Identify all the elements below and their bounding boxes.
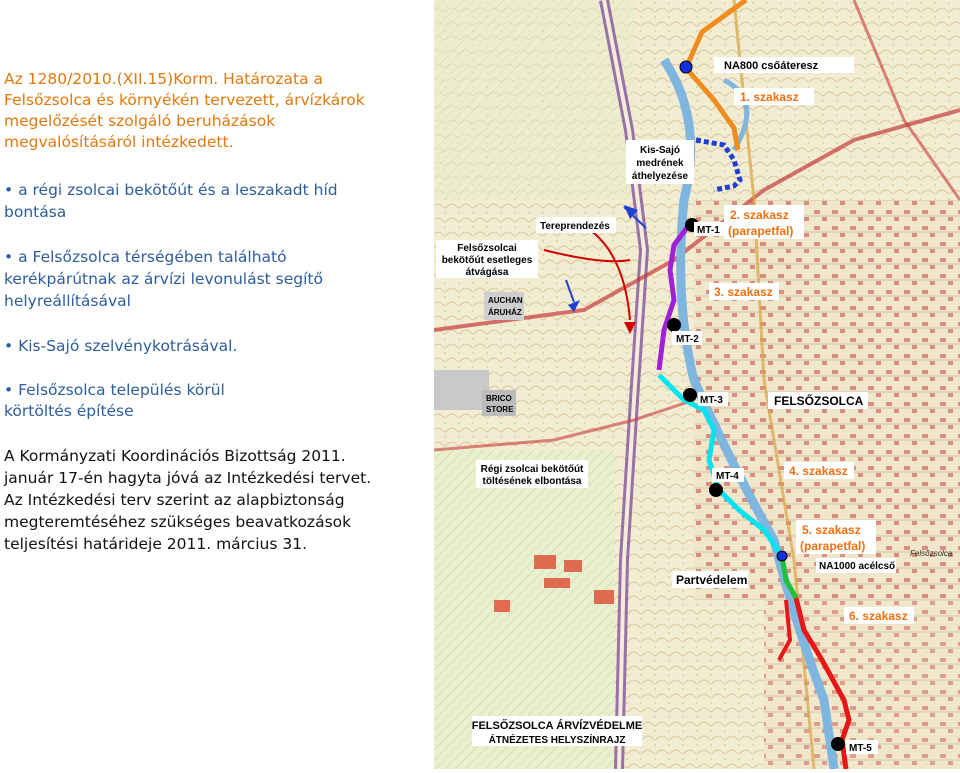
section-3-label [709,283,779,300]
bullet-line: körtöltés építése [4,402,134,420]
na800-label [714,57,854,73]
footer-line: megteremtéséhez szükséges beavatkozások [4,513,352,531]
auchan-line-2: ÁRUHÁZ [488,308,522,317]
map-canvas [434,0,960,769]
bullet-line: • a Felsőzsolca térségében található [4,248,287,266]
mt2-label [672,331,702,345]
bullet-line: • Felsőzsolca település körül [4,381,225,399]
mt4-text: MT-4 [716,471,739,482]
bekotout-line-3: átvágása [465,267,509,278]
section-4-label [784,462,854,479]
flood-protection-map [434,0,960,769]
bekotout-line-1: Felsőzsolcai [457,243,517,254]
black-dot-marker-icon [683,388,697,402]
section-4-text: 4. szakasz [789,464,848,478]
blue-circle-marker-icon [680,61,692,73]
black-dot-marker-icon [831,737,845,751]
store-block [434,370,489,410]
section-6-text: 6. szakasz [849,609,908,623]
section-2-label [724,205,804,239]
field-area-north [434,0,634,200]
felsozsolca-text: FELSŐZSOLCA [774,394,864,408]
mt5-label [846,740,878,754]
bullet-line: kerékpárútnak az árvízi levonulást segítő [4,270,323,288]
bekotout-line-2: bekötőút esetleges [441,255,533,266]
brico-line-2: STORE [486,405,514,414]
footer-line: teljesítési határideje 2011. március 31. [4,535,308,553]
mt1-text: MT-1 [697,225,720,236]
heading-line: megelőzését szolgáló beruházások [4,112,276,130]
partvedelem-text: Partvédelem [676,573,748,587]
mt2-text: MT-2 [676,334,699,345]
kis-sajo-line-3: áthelyezése [631,171,689,182]
mt3-label [698,392,728,406]
tereprendezes-text: Tereprendezés [540,221,610,232]
regi-bekotout-label [476,460,588,488]
heading-line: megvalósításáról intézkedett. [4,133,234,151]
mt4-label [712,468,744,482]
section-6-label [844,607,914,624]
footer-line: A Kormányzati Koordinációs Bizottság 2011. [4,447,346,465]
footer-line: január 17-én hagyta jóvá az Intézkedési tervet. [4,469,372,487]
text-panel [0,0,432,769]
regi-bekotout-line-2: töltésének elbontása [482,476,582,487]
heading-line: Felsőzsolca és környékén tervezett, árvízkárok [4,91,365,109]
bullet-line: helyreállításával [4,292,131,310]
section-5-text: 5. szakasz [802,523,861,537]
brico-line-1: BRICO [486,394,512,403]
section-5-subtext: (parapetfal) [800,539,866,553]
map-title [472,716,643,746]
bullet-line: bontása [4,203,67,221]
bullet-line: • Kis-Sajó szelvénykotrásával. [4,337,238,355]
auchan-line-1: AUCHAN [488,296,523,305]
heading-line: Az 1280/2010.(XII.15)Korm. Határozata a [4,70,324,88]
map-title-line-1: FELSŐZSOLCA ÁRVÍZVÉDELME [471,720,643,732]
black-dot-marker-icon [709,483,723,497]
footer-line: Az Intézkedési terv szerint az alapbiztonság [4,491,345,509]
kis-sajo-line-2: medrének [636,158,684,169]
section-1-label [734,88,814,105]
kis-sajo-label [626,140,694,184]
mt1-label [694,222,724,236]
map-title-line-2: ÁTNÉZETES HELYSZÍNRAJZ [488,735,626,746]
bekotout-label [436,240,538,278]
tereprendezes-label [536,217,616,233]
brico-label [482,390,516,416]
na1000-text: NA1000 acélcső [819,561,896,572]
felsozsolca-small-text: Felsőzsolca [910,549,953,558]
section-1-text: 1. szakasz [740,90,799,104]
section-2-subtext: (parapetfal) [728,224,794,238]
black-dot-marker-icon [667,318,681,332]
auchan-label [484,292,524,320]
kis-sajo-line-1: Kis-Sajó [639,145,681,156]
mt5-text: MT-5 [849,743,872,754]
blue-circle-marker-icon [777,551,787,561]
na800-text: NA800 csőáteresz [724,60,819,72]
na1000-label [816,558,896,573]
partvedelem-label [672,571,748,588]
section-3-text: 3. szakasz [714,285,773,299]
section-2-text: 2. szakasz [730,208,789,222]
felsozsolca-label [768,392,868,409]
regi-bekotout-line-1: Régi zsolcai bekötőút [480,464,584,475]
bullet-line: • a régi zsolcai bekötőút és a leszakadt híd [4,181,338,199]
section-5-label [796,520,876,554]
mt3-text: MT-3 [700,395,723,406]
